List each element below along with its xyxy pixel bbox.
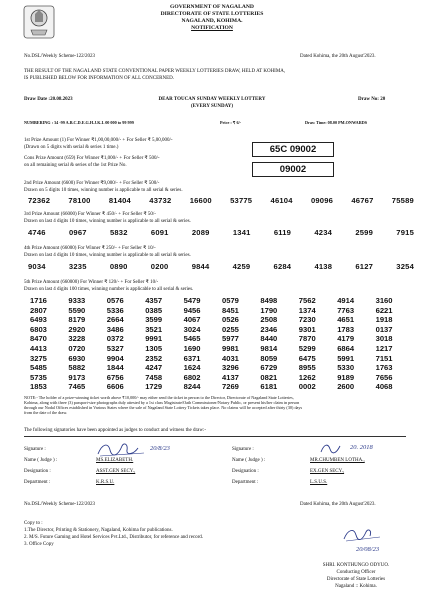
officer-name: SHRI. KONTHUNGO ODYUO. — [322, 563, 390, 568]
officer-place: Nagaland :: Kohima. — [335, 584, 377, 589]
prize-number: 6475 — [298, 353, 316, 363]
prize-number: 7562 — [298, 296, 316, 305]
fifth-prize-amount: 5th Prize Amount (660000) For Winner ₹ 120/- + For Seller ₹ 10/- — [24, 280, 159, 285]
right-judge-designation: EX.GEN SECY., — [310, 469, 345, 474]
prize-number: 6930 — [68, 353, 86, 363]
prize-number: 9173 — [68, 372, 86, 382]
prize-number: 1844 — [106, 363, 124, 373]
prize-number: 6803 — [30, 324, 47, 334]
prize-number: 1918 — [375, 315, 393, 325]
note-line-4: from the date of the draw. — [24, 410, 68, 415]
prize-number: 4031 — [222, 353, 239, 363]
prize-number: 5327 — [106, 343, 124, 353]
prize-number: 1763 — [375, 363, 393, 373]
prize-number: 3486 — [106, 324, 124, 334]
right-signature-date: 20. 2018 — [350, 444, 373, 451]
prize-number: 3235 — [68, 262, 87, 271]
judges-intro: The following signatories have been appointed as judges to conduct and witness the draw:- — [24, 428, 207, 433]
prize-number: 0720 — [68, 343, 86, 353]
prize-number: 3160 — [375, 296, 393, 305]
prize-number: 81404 — [108, 196, 131, 205]
prize-number: 4651 — [337, 315, 355, 325]
prize-number: 1305 — [145, 343, 163, 353]
prize-number: 5882 — [68, 363, 86, 373]
prize-number: 0200 — [150, 262, 169, 271]
officer-signature-icon — [340, 524, 390, 544]
prize-number: 0890 — [109, 262, 128, 271]
prize-number: 2346 — [260, 324, 278, 334]
note-line-3: through our Nodal Offices established in Various States where the sale of Nagaland State Lottery Tickets takes place. No claims will be accepted after thirty (30) days — [24, 405, 303, 410]
prize-number: 0821 — [260, 372, 278, 382]
prize-number: 3296 — [222, 363, 239, 373]
prize-number: 7151 — [375, 353, 393, 363]
prize-number: 0579 — [222, 296, 239, 305]
fourth-prize-numbers — [28, 262, 414, 271]
right-signature-label: Signature : — [232, 447, 254, 452]
fourth-prize-amount: 4th Prize Amount (66000) For Winner ₹ 250/- + For Seller ₹ 10/- — [24, 246, 156, 251]
prize-number: 5590 — [68, 305, 86, 315]
header-government: GOVERNMENT OF NAGALAND — [170, 4, 254, 10]
prize-number: 9456 — [183, 305, 201, 315]
right-name-label: Name ( Judge ) : — [232, 458, 266, 463]
fourth-prize-rule: Drawn on last 4 digits 10 times, winning number is applicable to all serial & series. — [24, 253, 191, 258]
prize-number: 9814 — [260, 343, 278, 353]
prize-number: 8179 — [68, 315, 86, 325]
prize-number: 7870 — [298, 334, 316, 344]
draw-date: Draw Date :20.08.2023 — [24, 97, 73, 102]
prize-number: 5977 — [222, 334, 239, 344]
intro-line-2: IS PUBLISHED BELOW FOR INFORMATION OF ALL CONCERNED. — [24, 76, 175, 81]
draw-number: Draw No: 20 — [358, 97, 386, 102]
prize-number: 8451 — [222, 305, 239, 315]
prize-number: 1341 — [232, 228, 251, 237]
prize-number: 8955 — [298, 363, 316, 373]
prize-number: 5991 — [337, 353, 355, 363]
header-notification: NOTIFICATION — [191, 25, 233, 31]
prize-number: 7465 — [68, 382, 86, 392]
prize-number: 5330 — [337, 363, 355, 373]
prize-number: 2600 — [337, 382, 355, 392]
prize-number: 0137 — [375, 324, 393, 334]
second-prize-numbers — [28, 196, 414, 205]
right-designation-label: Designation : — [232, 469, 259, 474]
prize-number: 6371 — [183, 353, 201, 363]
prize-number: 43732 — [149, 196, 172, 205]
prize-number: 4247 — [145, 363, 163, 373]
prize-number: 72362 — [28, 196, 51, 205]
prize-number: 4234 — [314, 228, 333, 237]
prize-number: 7458 — [145, 372, 163, 382]
prize-number: 2599 — [355, 228, 374, 237]
left-signature-date: 20/8/23 — [150, 445, 170, 452]
prize-number: 7269 — [222, 382, 239, 392]
prize-number: 75589 — [391, 196, 414, 205]
prize-number: 3024 — [183, 324, 201, 334]
prize-number: 0385 — [145, 305, 163, 315]
note-line-2: Kohima, along with three (3) passport-size photographs duly attested by a 1st class Magistrate/Oath Commissioner/Notary Public, or present his/her claim in person — [24, 400, 300, 405]
prize-number: 2352 — [145, 353, 163, 363]
prize-number: 4138 — [314, 262, 333, 271]
prize-number: 0967 — [68, 228, 87, 237]
prize-number: 8244 — [183, 382, 201, 392]
prize-number: 9844 — [191, 262, 210, 271]
prize-number: 5299 — [298, 343, 316, 353]
prize-number: 2920 — [68, 324, 86, 334]
officer-office: Directorate of State Lotteries — [326, 577, 386, 582]
reference-number-2: No.DSL/Weekly Scheme-122/2023 — [24, 502, 95, 507]
left-judge-designation: ASST.GEN SECY., — [96, 469, 136, 474]
prize-number: 3521 — [145, 324, 163, 334]
prize-number: 3018 — [375, 334, 393, 344]
prize-number: 4357 — [145, 296, 163, 305]
fifth-prize-rule: Drawn on last 4 digits 100 times, winning number is applicable to all serial & series. — [24, 287, 194, 292]
prize-number: 1790 — [260, 305, 278, 315]
prize-number: 1729 — [145, 382, 163, 392]
right-judge-department: L.S.U.S. — [310, 480, 328, 485]
third-prize-amount: 3rd Prize Amount (66000) For Winner ₹ 450/- + For Seller ₹ 50/- — [24, 212, 156, 217]
right-department-label: Department : — [232, 480, 259, 485]
prize-number: 78100 — [68, 196, 91, 205]
dated-line-2: Dated Kohima, the 20th August'2023. — [300, 502, 376, 507]
right-judge-name: MR.CHUMBEN LOTHA., — [310, 458, 365, 463]
ticket-price: Price : ₹ 6/- — [220, 120, 242, 125]
prize-number: 5735 — [30, 372, 47, 382]
copy-to-title: Copy to : — [24, 521, 43, 526]
prize-number: 6221 — [375, 305, 393, 315]
header-directorate: DIRECTORATE OF STATE LOTTERIES — [160, 11, 264, 17]
prize-number: 6606 — [106, 382, 124, 392]
lottery-name: DEAR TOUCAN SUNDAY WEEKLY LOTTERY — [158, 97, 266, 102]
prize-number: 7763 — [337, 305, 355, 315]
prize-number: 3228 — [68, 334, 86, 344]
prize-number: 9189 — [337, 372, 355, 382]
left-designation-label: Designation : — [24, 469, 51, 474]
prize-number: 6181 — [260, 382, 278, 392]
prize-number: 6119 — [273, 228, 292, 237]
first-prize-amount: 1st Prize Amount (1) For Winner ₹1,00,00,000/- + For Seller ₹ 5,00,000/- — [24, 138, 173, 143]
prize-number: 0576 — [106, 296, 124, 305]
prize-number: 7230 — [298, 315, 316, 325]
prize-number: 0526 — [222, 315, 239, 325]
prize-number: 1374 — [298, 305, 316, 315]
left-judge-name: MS.ELIZABETH. — [96, 458, 134, 463]
prize-number: 9333 — [68, 296, 86, 305]
prize-number: 4067 — [183, 315, 201, 325]
numbering-info: NUMBERING : 34 -99 A.B.C.D.E.G.H.J.K.L 00 000 to 99 999 — [24, 120, 134, 125]
prize-number: 16600 — [189, 196, 212, 205]
left-department-label: Department : — [24, 480, 51, 485]
prize-number: 1262 — [298, 372, 316, 382]
prize-number: 1783 — [337, 324, 355, 334]
left-name-label: Name ( Judge ) : — [24, 458, 58, 463]
third-prize-rule: Drawn on last 4 digits 10 times, winning number is applicable to all serial & series. — [24, 219, 191, 224]
prize-number: 0255 — [222, 324, 239, 334]
prize-number: 4137 — [222, 372, 239, 382]
copy-to-item-1: 1.The Director, Printing & Stationery, Nagaland, Kohima for publications. — [24, 528, 173, 533]
prize-number: 0372 — [106, 334, 124, 344]
prize-number: 9981 — [222, 343, 239, 353]
fifth-prize-numbers — [30, 296, 414, 392]
prize-number: 3599 — [145, 315, 163, 325]
cons-prize-amount: Cons Prize Amount (659) For Winner ₹1,000/- + For Seller ₹ 500/- — [24, 156, 160, 161]
prize-number: 4179 — [337, 334, 355, 344]
copy-to-item-2: 2. M/S. Future Gaming and Hotel Services Pvt.Ltd., Distributor, for reference and record. — [24, 535, 204, 540]
prize-number: 09096 — [310, 196, 334, 205]
prize-number: 2664 — [106, 315, 124, 325]
left-judge-department: K.R.S.U. — [96, 480, 115, 485]
prize-number: 8498 — [260, 296, 278, 305]
draw-time: Draw Time: 08.00 PM.ONWARDS — [305, 120, 368, 125]
prize-number: 6729 — [260, 363, 278, 373]
prize-number: 7656 — [375, 372, 393, 382]
cons-prize-rule: on all remaining serial & series of the 1st Prize No. — [24, 163, 127, 168]
second-prize-amount: 2nd Prize Amount (6600) For Winner ₹9,000/- + For Seller ₹ 500/- — [24, 181, 160, 186]
lottery-frequency: (EVERY SUNDAY) — [190, 104, 234, 109]
prize-number: 8440 — [260, 334, 278, 344]
second-prize-rule: Drawn on 5 digits 10 times, winning number is applicable to all serial & series. — [24, 188, 183, 193]
prize-number: 4068 — [375, 382, 393, 392]
officer-title: Conducting Officer — [336, 570, 376, 575]
reference-number: No.DSL/Weekly Scheme-122/2023 — [24, 54, 95, 59]
prize-number: 1716 — [30, 296, 47, 305]
prize-number: 6127 — [355, 262, 374, 271]
officer-signature-date: 20/08/23 — [356, 546, 380, 553]
prize-number: 4746 — [28, 228, 46, 237]
prize-number: 4259 — [232, 262, 251, 271]
copy-to-item-3: 3. Office Copy — [24, 542, 54, 547]
prize-number: 1853 — [30, 382, 47, 392]
prize-number: 1217 — [375, 343, 393, 353]
dated-line: Dated Kohima, the 20th August'2023. — [300, 54, 376, 59]
prize-number: 5832 — [109, 228, 128, 237]
prize-number: 1690 — [183, 343, 201, 353]
prize-number: 7915 — [396, 228, 414, 237]
divider — [24, 436, 406, 437]
prize-number: 53775 — [230, 196, 253, 205]
note-line-1: NOTE:- The holder of a prize-winning ticket worth above ₹10,000/- may either send the ticket in person to the Director, Directorate of Nagaland State Lotteries, — [24, 395, 294, 400]
prize-number: 9904 — [106, 353, 124, 363]
prize-number: 6802 — [183, 372, 201, 382]
prize-number: 2807 — [30, 305, 47, 315]
prize-number: 6756 — [106, 372, 124, 382]
prize-number: 4914 — [337, 296, 355, 305]
prize-number: 5479 — [183, 296, 201, 305]
prize-number: 5336 — [106, 305, 124, 315]
prize-number: 2508 — [260, 315, 278, 325]
prize-number: 6091 — [150, 228, 169, 237]
prize-number: 0002 — [298, 382, 316, 392]
intro-line-1: THE RESULT OF THE NAGALAND STATE CONVENTIONAL PAPER WEEKLY LOTTERIES DRAW, HELD AT KOHIMA, — [24, 69, 286, 74]
prize-number: 3275 — [30, 353, 47, 363]
prize-number: 2089 — [191, 228, 210, 237]
prize-number: 9034 — [28, 262, 46, 271]
prize-number: 8059 — [260, 353, 278, 363]
header-place: NAGALAND, KOHIMA. — [181, 18, 243, 24]
prize-number: 6493 — [30, 315, 47, 325]
prize-number: 1624 — [183, 363, 201, 373]
first-prize-rule: (Drawn on 5 digits with serial & series 1 time.) — [24, 145, 119, 150]
prize-number: 5485 — [30, 363, 47, 373]
left-signature-label: Signature : — [24, 447, 46, 452]
prize-number: 46104 — [270, 196, 293, 205]
prize-number: 8470 — [30, 334, 47, 344]
prize-number: 9991 — [145, 334, 163, 344]
third-prize-numbers — [28, 228, 414, 237]
prize-number: 6284 — [273, 262, 292, 271]
prize-number: 3254 — [396, 262, 414, 271]
cons-prize-winner: 09002 — [252, 162, 334, 177]
prize-number: 9301 — [298, 324, 316, 334]
prize-number: 46767 — [351, 196, 374, 205]
prize-number: 5465 — [183, 334, 201, 344]
prize-number: 6864 — [337, 343, 355, 353]
prize-number: 4413 — [30, 343, 47, 353]
first-prize-winner: 65C 09002 — [252, 142, 334, 157]
